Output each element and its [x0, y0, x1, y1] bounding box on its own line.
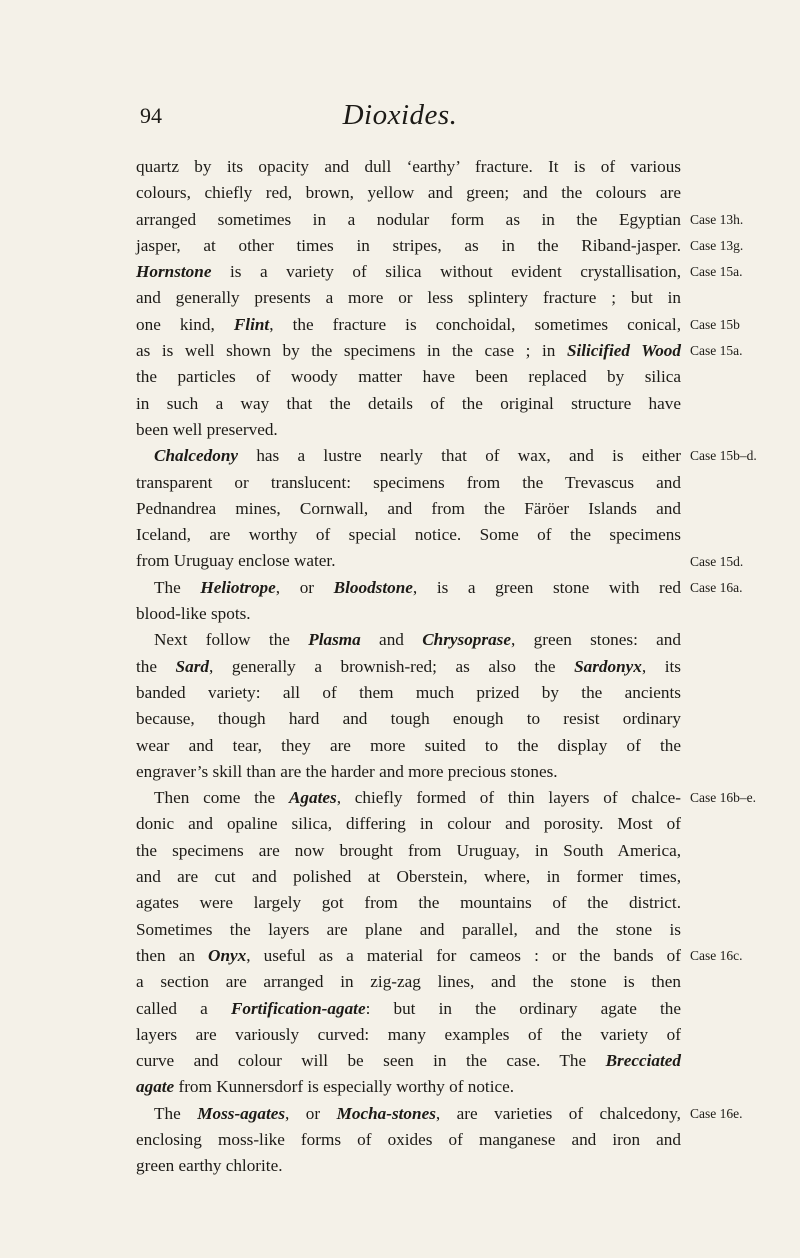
text-line — [136, 522, 681, 548]
text-run: as is well shown by the specimens in the case ; in — [136, 341, 567, 361]
text-line — [136, 838, 681, 864]
italic-term: Silicified Wood — [566, 341, 681, 361]
text-line — [136, 785, 681, 811]
text-run: The — [154, 1103, 198, 1123]
page-header — [0, 99, 800, 143]
text-run: in such a way that the details of the original structure have — [136, 393, 681, 413]
text-line — [136, 154, 681, 180]
text-run: , useful as a material for cameos : or the bands of — [246, 945, 681, 965]
case-reference-note: Case 16b–e. — [690, 790, 756, 806]
text-line — [136, 1048, 681, 1074]
text-line — [136, 680, 681, 706]
text-run: green earthy chlorite. — [136, 1156, 283, 1176]
italic-term: Chrysoprase — [422, 630, 512, 650]
case-reference-note: Case 15a. — [690, 264, 743, 280]
text-line — [136, 575, 681, 601]
italic-term: Agates — [288, 788, 337, 808]
italic-term: Heliotrope — [200, 577, 276, 597]
text-run: The — [154, 577, 201, 597]
text-run: Iceland, are worthy of special notice. Some of the specimens — [136, 525, 681, 545]
text-run: the particles of woody matter have been replaced by silica — [136, 367, 681, 387]
text-line — [136, 1127, 681, 1153]
text-run: curve and colour will be seen in the case. The — [136, 1051, 606, 1071]
text-line — [136, 1074, 681, 1100]
text-line — [136, 285, 681, 311]
text-line — [136, 470, 681, 496]
text-run: arranged sometimes in a nodular form as in the Egyptian — [136, 209, 681, 229]
text-run: , its — [641, 656, 681, 676]
text-line — [136, 864, 681, 890]
text-run: , generally a brownish-red; as also the — [208, 656, 575, 676]
italic-term: Brecciated — [605, 1051, 681, 1071]
text-line — [136, 496, 681, 522]
text-line — [136, 917, 681, 943]
text-line — [136, 811, 681, 837]
text-line — [136, 890, 681, 916]
case-reference-note: Case 15b–d. — [690, 448, 757, 464]
italic-term: Sardonyx — [574, 656, 642, 676]
text-run: Pednandrea mines, Cornwall, and from the Färöer Islands and — [136, 498, 681, 518]
text-run: , or — [285, 1103, 337, 1123]
text-run: donic and opaline silica, differing in colour and porosity. Most of — [136, 814, 681, 834]
text-run: : but in the ordinary agate the — [365, 998, 681, 1018]
case-reference-note: Case 13h. — [690, 211, 744, 227]
case-reference-note: Case 15a. — [690, 343, 743, 359]
body-text — [136, 154, 681, 1180]
text-line — [136, 443, 681, 469]
case-reference-note: Case 13g. — [690, 237, 744, 253]
text-line — [136, 180, 681, 206]
text-run: one kind, — [136, 314, 234, 334]
text-line — [136, 233, 681, 259]
text-run: colours, chiefly red, brown, yellow and green; and the colours are — [136, 183, 681, 203]
text-run: been well preserved. — [136, 419, 278, 439]
text-run: banded variety: all of them much prized by the ancients — [136, 682, 681, 702]
case-reference-note: Case 15d. — [690, 553, 744, 569]
italic-term: Onyx — [208, 945, 247, 965]
text-run: wear and tear, they are more suited to the display of the — [136, 735, 681, 755]
text-run: quartz by its opacity and dull ‘earthy’ fracture. It is of various — [136, 157, 681, 176]
text-run: engraver’s skill than are the harder and more precious stones. — [136, 761, 558, 781]
case-reference-note: Case 16e. — [690, 1105, 743, 1121]
text-line — [136, 654, 681, 680]
italic-term: agate — [136, 1077, 175, 1097]
text-run: is a variety of silica without evident crystallisation, — [211, 262, 681, 282]
text-line — [136, 207, 681, 233]
text-line — [136, 548, 681, 574]
text-run: Sometimes the layers are plane and parallel, and the stone is — [136, 919, 681, 939]
text-line — [136, 259, 681, 285]
italic-term: Flint — [233, 314, 270, 334]
text-run: , chiefly formed of thin layers of chalce- — [336, 788, 681, 808]
text-line — [136, 601, 681, 627]
text-run: layers are variously curved: many examples of the variety of — [136, 1024, 681, 1044]
text-run: Next follow the — [154, 630, 309, 650]
text-run: agates were largely got from the mountains of the district. — [136, 893, 681, 913]
italic-term: Fortification-agate — [230, 998, 366, 1018]
text-run: and — [360, 630, 423, 650]
text-run: the — [136, 656, 176, 676]
text-run: a section are arranged in zig-zag lines, and the stone is then — [136, 972, 681, 992]
text-line — [136, 1101, 681, 1127]
italic-term: Hornstone — [136, 262, 212, 282]
text-line — [136, 969, 681, 995]
text-run: because, though hard and tough enough to resist ordinary — [136, 709, 681, 729]
text-line — [136, 733, 681, 759]
text-run: then an — [136, 945, 209, 965]
text-run: has a lustre nearly that of wax, and is either — [238, 446, 681, 466]
text-run: , green stones: and — [511, 630, 681, 650]
text-line — [136, 943, 681, 969]
text-run: , is a green stone with red — [412, 577, 681, 597]
italic-term: Bloodstone — [333, 577, 413, 597]
italic-term: Mocha-stones — [336, 1103, 436, 1123]
text-run: from Uruguay enclose water. — [136, 551, 336, 571]
text-run: from Kunnersdorf is especially worthy of notice. — [174, 1077, 515, 1097]
text-run: enclosing moss-like forms of oxides of manganese and iron and — [136, 1129, 681, 1149]
text-line — [136, 338, 681, 364]
text-run: , are varieties of chalcedony, — [435, 1103, 681, 1123]
italic-term: Moss-agates — [197, 1103, 286, 1123]
text-line — [136, 759, 681, 785]
text-run: transparent or translucent: specimens from the Trevascus and — [136, 472, 681, 492]
italic-term: Plasma — [308, 630, 361, 650]
text-run: , the fracture is conchoidal, sometimes conical, — [269, 314, 682, 334]
italic-term: Sard — [175, 656, 209, 676]
case-reference-note: Case 15b — [690, 316, 740, 332]
text-line — [136, 706, 681, 732]
running-title: Dioxides. — [342, 99, 458, 131]
text-run: jasper, at other times in stripes, as in the Riband-jasper. — [136, 235, 681, 255]
text-line — [136, 1022, 681, 1048]
text-run: and are cut and polished at Oberstein, where, in former times, — [136, 867, 681, 887]
text-line — [136, 627, 681, 653]
text-line — [136, 364, 681, 390]
italic-term: Chalcedony — [154, 446, 239, 466]
case-reference-note: Case 16a. — [690, 579, 743, 595]
text-line — [136, 1153, 681, 1179]
case-reference-note: Case 16c. — [690, 948, 743, 963]
text-line — [136, 391, 681, 417]
text-run: and generally presents a more or less splintery fracture ; but in — [136, 288, 681, 308]
text-line — [136, 417, 681, 443]
text-line — [136, 312, 681, 338]
text-run: , or — [275, 577, 334, 597]
page-number: 94 — [140, 103, 162, 128]
text-run: called a — [136, 998, 231, 1018]
text-line — [136, 996, 681, 1022]
text-run: blood-like spots. — [136, 604, 251, 624]
text-run: Then come the — [154, 788, 289, 808]
text-run: the specimens are now brought from Uruguay, in South America, — [136, 840, 681, 860]
